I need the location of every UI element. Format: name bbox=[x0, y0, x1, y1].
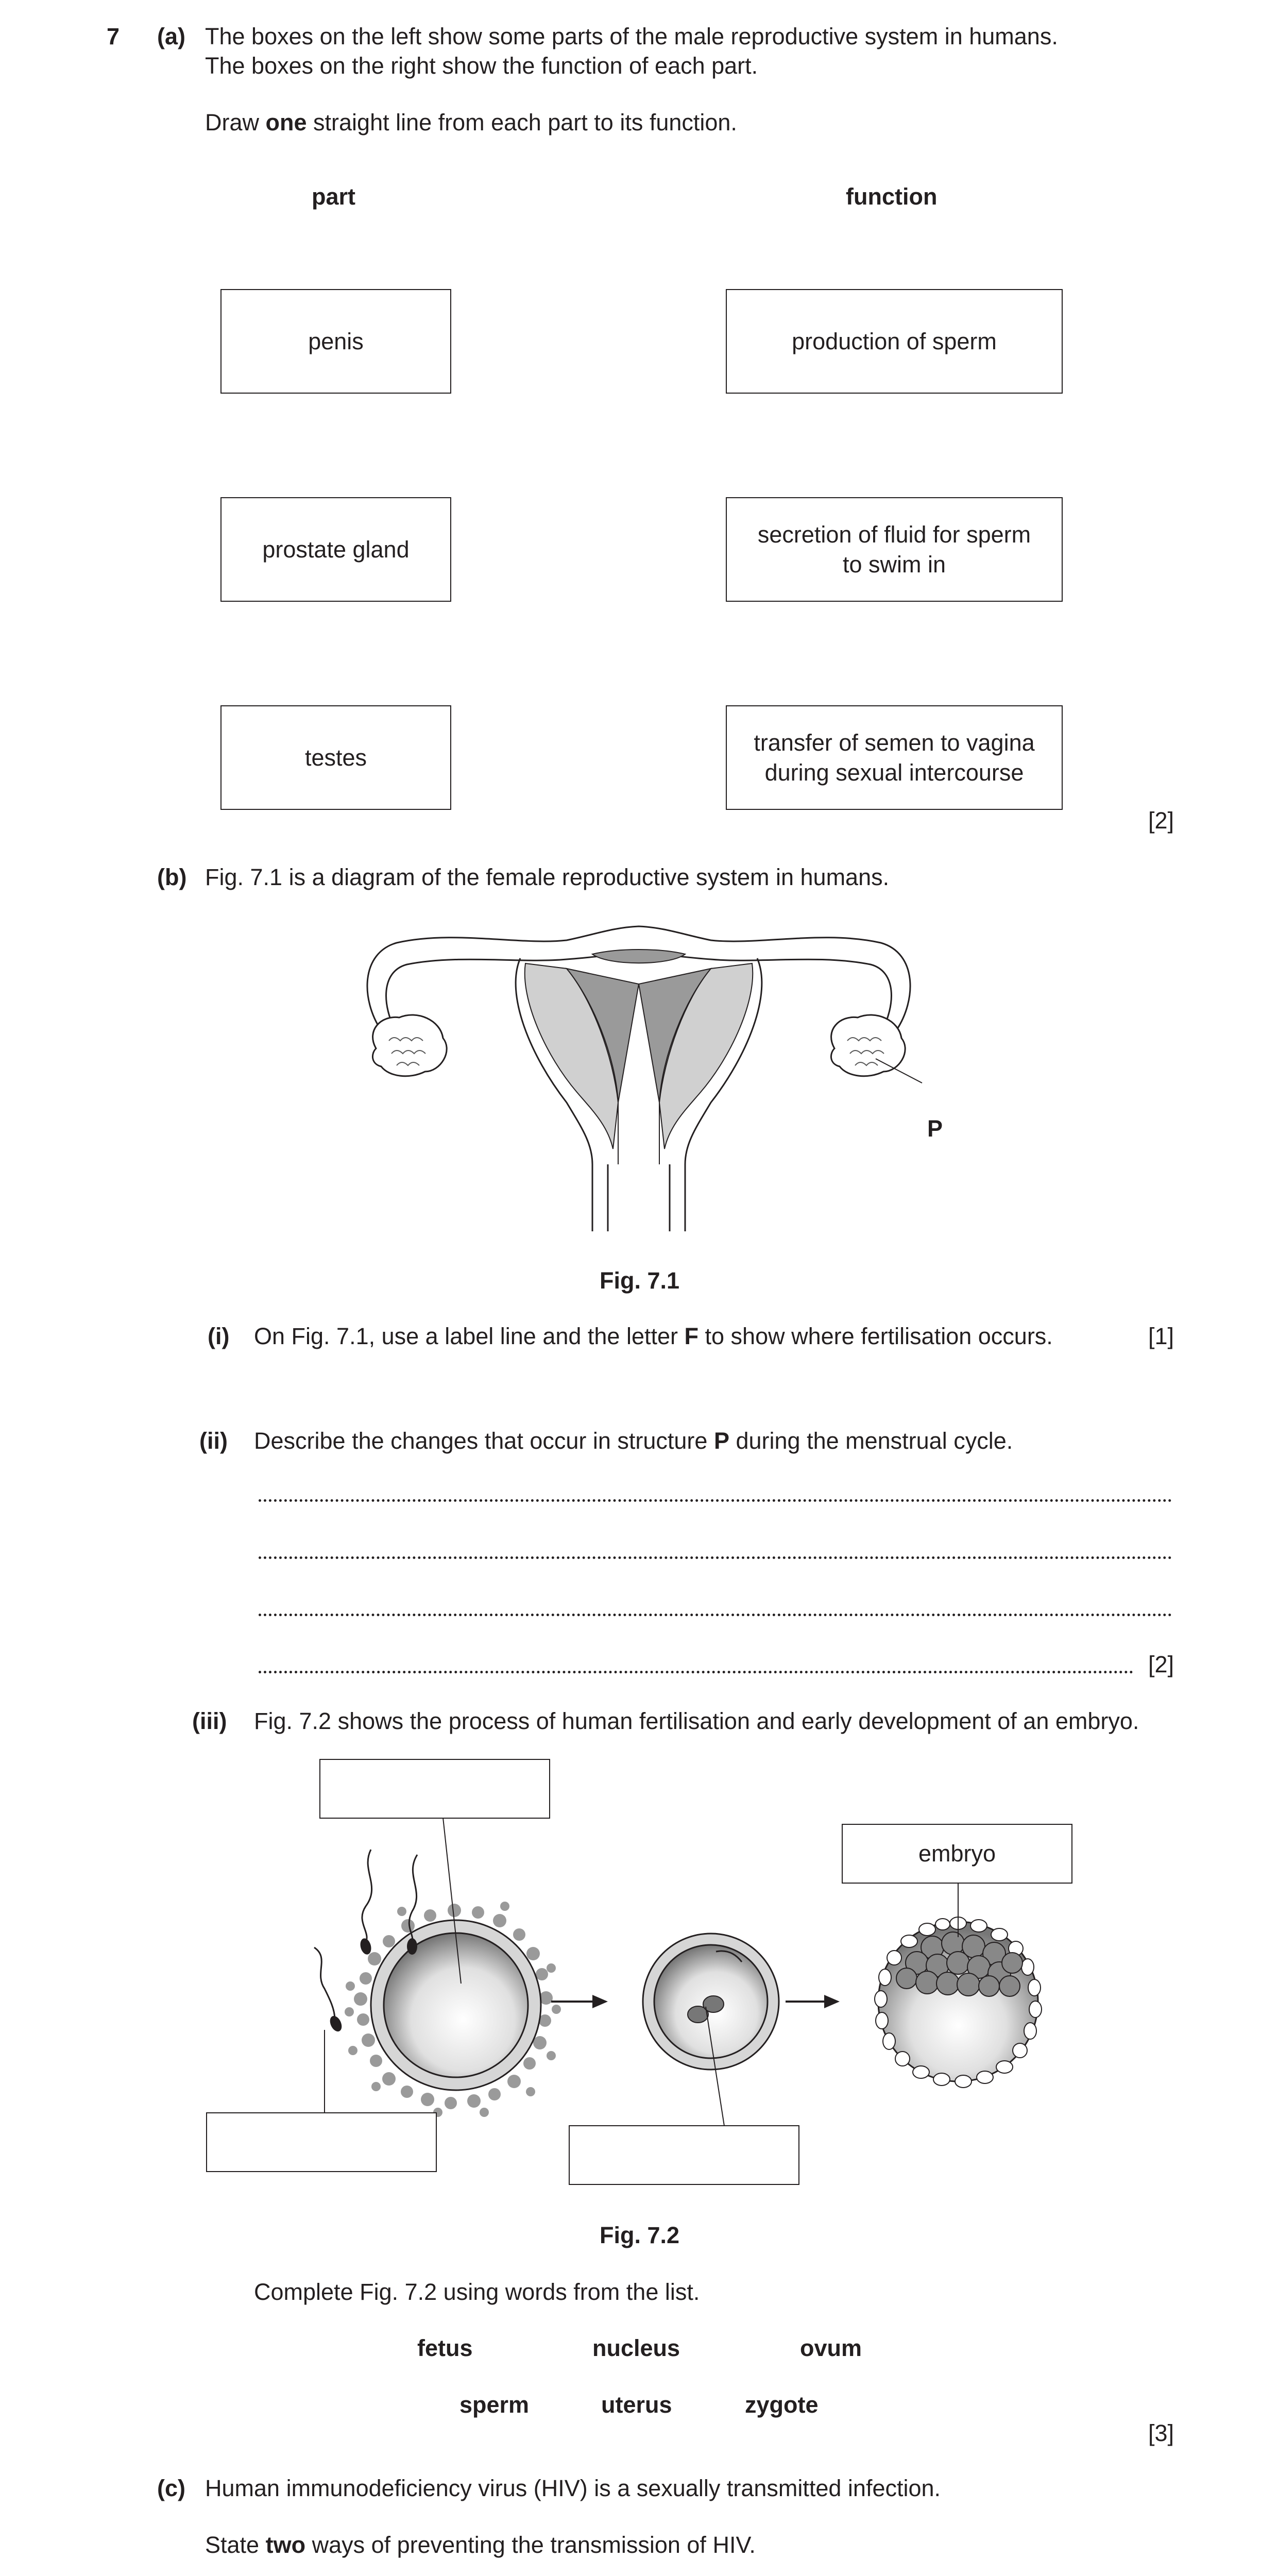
part-b-ii-text: Describe the changes that occur in structure P during the menstrual cycle. bbox=[254, 1428, 1013, 1454]
function-heading: function bbox=[846, 183, 938, 210]
answer-line-ii-2[interactable] bbox=[259, 1556, 1172, 1559]
complete-instruction: Complete Fig. 7.2 using words from the list. bbox=[254, 2279, 700, 2305]
part-b-label: (b) bbox=[157, 864, 187, 890]
part-a-label: (a) bbox=[157, 23, 185, 49]
blank-label-box-middle[interactable] bbox=[569, 2125, 799, 2185]
part-box-testes[interactable]: testes bbox=[220, 705, 451, 810]
label-p: P bbox=[927, 1115, 943, 1142]
part-b-intro: Fig. 7.1 is a diagram of the female reproductive system in humans. bbox=[205, 864, 890, 890]
answer-line-ii-4[interactable] bbox=[259, 1671, 1133, 1673]
part-b-iii-marks: [3] bbox=[1148, 2420, 1174, 2446]
part-heading: part bbox=[312, 183, 356, 210]
part-b-i-label: (i) bbox=[208, 1323, 230, 1349]
function-box-transfer-of-semen[interactable]: transfer of semen to vagina during sexual intercourse bbox=[726, 705, 1063, 810]
part-b-ii-marks: [2] bbox=[1148, 1651, 1174, 1677]
part-a-intro-line2: The boxes on the right show the function of each part. bbox=[205, 53, 758, 79]
part-a-intro-line1: The boxes on the left show some parts of the male reproductive system in humans. bbox=[205, 23, 1058, 49]
part-b-i-marks: [1] bbox=[1148, 1323, 1174, 1349]
part-b-iii-text: Fig. 7.2 shows the process of human fertilisation and early development of an embryo. bbox=[254, 1708, 1139, 1734]
word-ovum: ovum bbox=[800, 2335, 862, 2361]
answer-line-ii-1[interactable] bbox=[259, 1499, 1172, 1502]
word-zygote: zygote bbox=[745, 2392, 819, 2418]
part-a-marks: [2] bbox=[1148, 807, 1174, 834]
word-fetus: fetus bbox=[417, 2335, 473, 2361]
part-b-i-text: On Fig. 7.1, use a label line and the letter F to show where fertilisation occurs. bbox=[254, 1323, 1053, 1349]
answer-line-ii-3[interactable] bbox=[259, 1614, 1172, 1616]
word-nucleus: nucleus bbox=[592, 2335, 680, 2361]
part-c-label: (c) bbox=[157, 2475, 185, 2501]
embryo-label-box: embryo bbox=[842, 1824, 1072, 1884]
part-a-instruction: Draw one straight line from each part to its function. bbox=[205, 109, 737, 135]
function-box-production-of-sperm[interactable]: production of sperm bbox=[726, 289, 1063, 394]
part-b-ii-label: (ii) bbox=[199, 1428, 228, 1454]
word-sperm: sperm bbox=[459, 2392, 530, 2418]
question-number: 7 bbox=[107, 23, 120, 49]
blank-label-box-left[interactable] bbox=[206, 2112, 437, 2172]
blank-label-box-top[interactable] bbox=[319, 1759, 550, 1819]
word-uterus: uterus bbox=[601, 2392, 672, 2418]
part-c-instruction: State two ways of preventing the transmission of HIV. bbox=[205, 2532, 756, 2558]
part-box-prostate-gland[interactable]: prostate gland bbox=[220, 497, 451, 602]
fig-7-2-caption: Fig. 7.2 bbox=[600, 2222, 680, 2248]
female-reproductive-system-diagram bbox=[350, 922, 927, 1236]
part-c-intro: Human immunodeficiency virus (HIV) is a sexually transmitted infection. bbox=[205, 2475, 941, 2501]
function-box-secretion-of-fluid[interactable]: secretion of fluid for sperm to swim in bbox=[726, 497, 1063, 602]
part-box-penis[interactable]: penis bbox=[220, 289, 451, 394]
fig-7-1-caption: Fig. 7.1 bbox=[600, 1267, 680, 1294]
part-b-iii-label: (iii) bbox=[192, 1708, 227, 1734]
